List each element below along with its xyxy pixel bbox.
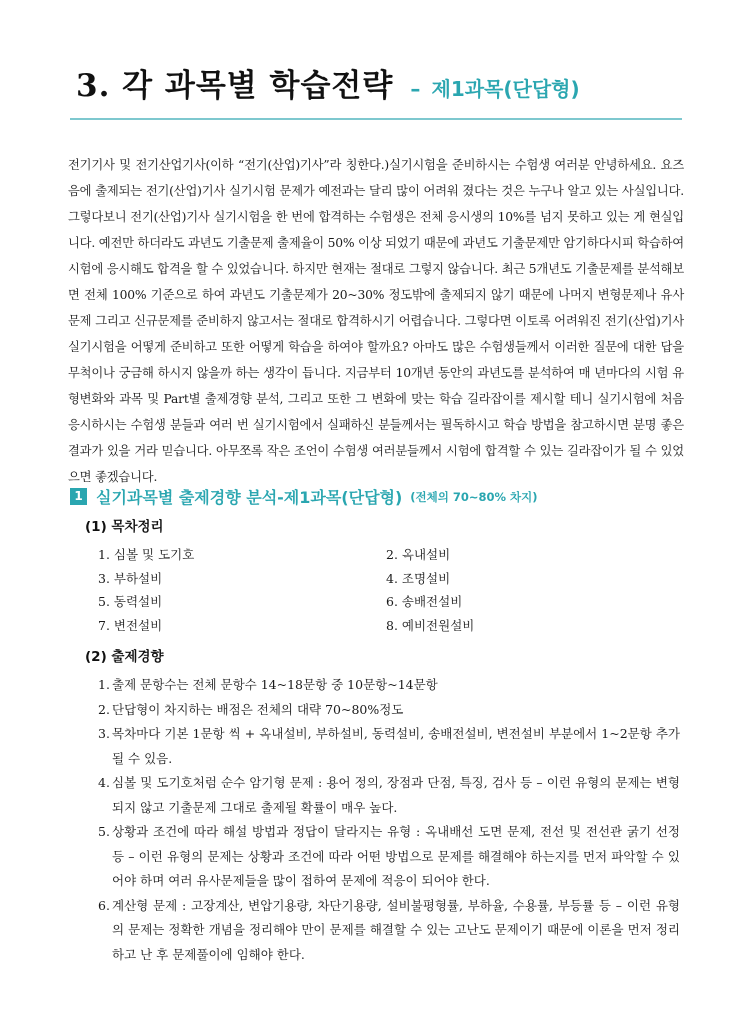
trend-item-number: 2.: [98, 701, 110, 717]
toc-item: 3. 부하설비: [98, 570, 163, 586]
trends-list: [98, 673, 680, 967]
trend-item-text: 심볼 및 도기호처럼 순수 암기형 문제 : 용어 정의, 장점과 단점, 특징, 검사 등 – 이런 유형의 문제는 변형되지 않고 기출문제 그대로 출제될 확률이 매우 높다.: [112, 775, 680, 815]
intro-paragraph: [68, 152, 684, 490]
trend-item: [98, 771, 680, 820]
trend-item-text: 상황과 조건에 따라 해설 방법과 정답이 달라지는 유형 : 옥내배선 도면 문제, 전선 및 전선관 굵기 선정 등 – 이런 유형의 문제는 상황과 조건에 따라 어떤 방법으로 문제를 해결해야 하는지를 먼저 파악할 수 있어야 하며 여러 유사문제들을 많이 접하여 문제에 적응이 되어야 한다.: [112, 824, 680, 888]
section-title: 실기과목별 출제경향 분석-제1과목(단답형): [96, 488, 403, 507]
section-note: (전체의 70~80% 차지): [410, 489, 538, 504]
trend-item-text: 출제 문항수는 전체 문항수 14~18문항 중 10문항~14문항: [112, 677, 438, 692]
trend-item-number: 1.: [98, 677, 110, 692]
trend-item-text: 계산형 문제 : 고장계산, 변압기용량, 차단기용량, 설비불평형률, 부하율, 수용률, 부등률 등 – 이런 유형의 문제는 정확한 개념을 정리해야 만이 문제를 해결할 수 있는 고난도 문제이기 때문에 이론을 먼저 정리하고 난 후 문제풀이에 임해야 한다.: [112, 897, 680, 962]
trends-heading: (2) 출제경향: [85, 649, 164, 665]
trend-item: [98, 698, 680, 723]
toc-item: 1. 심볼 및 도기호: [98, 547, 195, 562]
trend-item-number: 4.: [98, 775, 110, 790]
trend-item: [98, 722, 680, 771]
toc-item: 4. 조명설비: [386, 570, 451, 586]
section-heading: [70, 485, 690, 508]
title-dash: –: [410, 77, 421, 101]
trend-item-number: 5.: [98, 824, 110, 839]
toc-item: 8. 예비전원설비: [386, 617, 475, 633]
toc-list: [98, 543, 518, 637]
page-subtitle: 제1과목(단답형): [431, 77, 580, 101]
toc-item: 6. 송배전설비: [386, 594, 463, 609]
page-title-row: [76, 60, 690, 105]
trend-item-number: 6.: [98, 897, 110, 913]
section-number-badge: 1: [70, 488, 87, 505]
intro-text: 전기기사 및 전기산업기사(이하 “전기(산업)기사”라 칭한다.)실기시험을 준비하시는 수험생 여러분 안녕하세요. 요즈음에 출제되는 전기(산업)기사 실기시험 문제가 예전과는 달리 많이 어려워 졌다는 것은 누구나 알고 있는 사실입니다. 그렇다보니 전기(산업)기사 실기시험을 한 번에 합격하는 수험생은 전체 응시생의 10%를 넘지 못하고 있는 게 현실입니다. 예전만 하더라도 과년도 기출문제 출제율이 50% 이상 되었기 때문에 과년도 기출문제만 암기하다시피 학습하여 시험에 응시해도 합격을 할 수 있었습니다. 하지만 현재는 절대로 그렇지 않습니다. 최근 5개년도 기출문제를 분석해보면 전체 100% 기준으로 하여 과년도 기출문제가 20~30% 정도밖에 출제되지 않기 때문에 나머지 변형문제나 유사문제 그리고 신규문제를 준비하지 않고서는 절대로 합격하시기 어렵습니다. 그렇다면 이토록 어려워진 전기(산업)기사 실기시험을 어떻게 준비하고 또한 어떻게 학습을 하여야 할까요? 아마도 많은 수험생들께서 이러한 질문에 대한 답을 무척이나 궁금해 하시지 않을까 하는 생각이 듭니다. 지금부터 10개년 동안의 과년도를 분석하여 매 년마다의 시험 유형변화와 과목 및 Part별 출제경향 분석, 그리고 또한 그 변화에 맞는 학습 길라잡이를 제시할 테니 실기시험에 처음 응시하시는 수험생 분들과 여러 번 실기시험에서 실패하신 분들께서는 필독하시고 학습 방법을 참고하시면 분명 좋은 결과가 있을 거라 믿습니다. 아무쪼록 작은 조언이 수험생 여러분들께서 시험에 합격할 수 있는 길라잡이가 될 수 있었으면 좋겠습니다.: [68, 158, 684, 484]
toc-heading: (1) 목차정리: [85, 519, 164, 535]
trend-item-text: 목차마다 기본 1문항 씩 + 옥내설비, 부하설비, 동력설비, 송배전설비, 변전설비 부분에서 1~2문항 추가될 수 있음.: [112, 726, 680, 766]
trend-item: [98, 894, 680, 968]
page-title: 3. 각 과목별 학습전략: [76, 68, 394, 104]
trend-item-text: 단답형이 차지하는 배점은 전체의 대략 70~80%정도: [112, 701, 404, 717]
toc-item: 5. 동력설비: [98, 594, 163, 609]
title-divider: [70, 118, 682, 120]
trend-item: [98, 673, 680, 698]
trend-item-number: 3.: [98, 726, 110, 741]
trend-item: [98, 820, 680, 894]
toc-item: 7. 변전설비: [98, 617, 163, 633]
toc-item: 2. 옥내설비: [386, 547, 451, 562]
